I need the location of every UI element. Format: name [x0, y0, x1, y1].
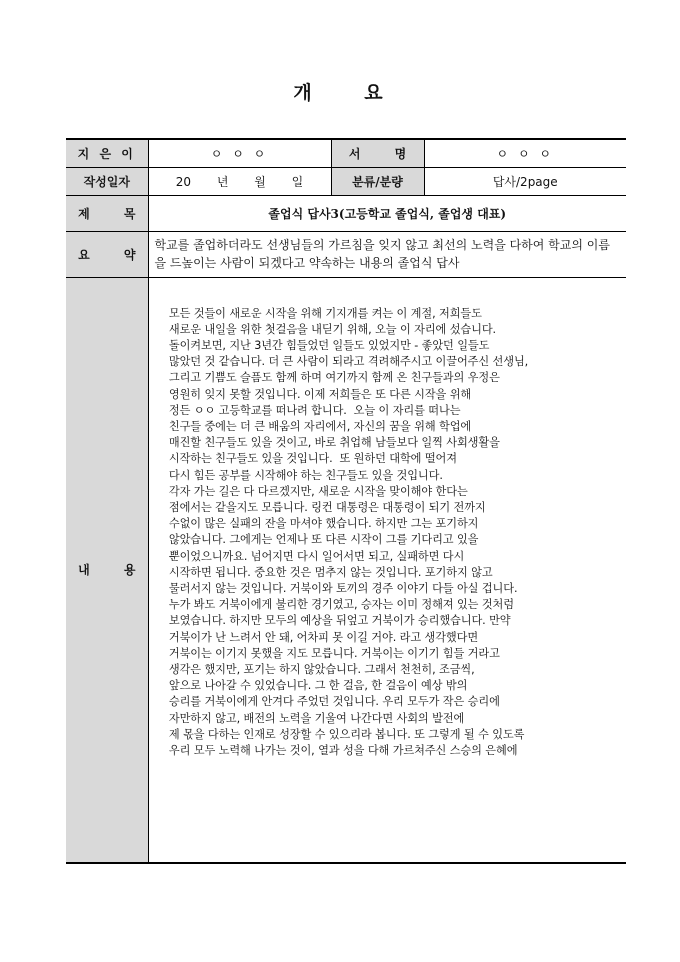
date-value: 20 년 월 일	[148, 167, 331, 195]
summary-value: 학교를 졸업하더라도 선생님들의 가르침을 잊지 않고 최선의 노력을 다하여 학교의 이름을 드높이는 사람이 되겠다고 약속하는 내용의 졸업식 답사	[148, 231, 626, 277]
content-label: 내 용	[66, 277, 148, 863]
page-title: 개 요	[293, 82, 387, 104]
summary-label: 요 약	[66, 231, 148, 277]
date-row	[66, 167, 626, 195]
author-value: ㅇ ㅇ ㅇ	[148, 139, 331, 167]
signature-value: ㅇ ㅇ ㅇ	[424, 139, 626, 167]
subject-row	[66, 195, 626, 231]
subject-value: 졸업식 답사3(고등학교 졸업식, 졸업생 대표)	[148, 195, 626, 231]
author-row	[66, 139, 626, 167]
summary-row	[66, 231, 626, 277]
category-value: 답사/2page	[424, 167, 626, 195]
signature-label: 서 명	[331, 139, 424, 167]
date-label: 작성일자	[66, 167, 148, 195]
content-row	[66, 277, 626, 863]
content-body: 모든 것들이 새로운 시작을 위해 기지개를 켜는 이 계절, 저희들도 새로운 내일을 위한 첫걸음을 내딛기 위해, 오늘 이 자리에 섰습니다. 돌이켜보면, 지난 3년간 힘들었던 일들도 있었지만 - 좋았던 일들도 많았던 것 같습니다. 더 큰 사람이 되라고 격려해주시고 이끌어주신 선생님, 그리고 기쁨도 슬픔도 함께 하며 여기까지 함께 온 친구들과의 우정은 영원히 잊지 못할 것입니다. 이제 저희들은 또 다른 시작을 위해 정든 ㅇㅇ 고등학교를 떠나려 합니다. 오늘 이 자리를 떠나는 친구들 중에는 더 큰 배움의 자리에서, 자신의 꿈을 위해 학업에 매진할 친구들도 있을 것이고, 바로 취업해 남들보다 일찍 사회생활을 시작하는 친구들도 있을 것입니다. 또 원하던 대학에 떨어져 다시 힘든 공부를 시작해야 하는 친구들도 있을 것입니다. 각자 가는 길은 다 다르겠지만, 새로운 시작을 맞이해야 한다는 점에서는 같을지도 모릅니다. 링컨 대통령은 대통령이 되기 전까지 수없이 많은 실패의 잔을 마셔야 했습니다. 하지만 그는 포기하지 않았습니다. 그에게는 언제나 또 다른 시작이 그를 기다리고 있을 뿐이었으니까요. 넘어지면 다시 일어서면 되고, 실패하면 다시 시작하면 됩니다. 중요한 것은 멈추지 않는 것입니다. 포기하지 않고 물러서지 않는 것입니다. 거북이와 토끼의 경주 이야기 다들 아실 겁니다. 누가 봐도 거북이에게 불리한 경기였고, 승자는 이미 정해져 있는 것처럼 보였습니다. 하지만 모두의 예상을 뒤엎고 거북이가 승리했습니다. 만약 거북이가 난 느려서 안 돼, 어차피 못 이길 거야. 라고 생각했다면 거북이는 이기지 못했을 지도 모릅니다. 거북이는 이기기 힘들 거라고 생각은 했지만, 포기는 하지 않았습니다. 그래서 천천히, 조금씩, 앞으로 나아갈 수 있었습니다. 그 한 걸음, 한 걸음이 예상 밖의 승리를 거북이에게 안겨다 주었던 것입니다. 우리 모두가 작은 승리에 자만하지 않고, 배전의 노력을 기울여 나간다면 사회의 발전에 제 몫을 다하는 인재로 성장할 수 있으리라 봅니다. 또 그렇게 될 수 있도록 우리 모두 노력해 나가는 것이, 열과 성을 다해 가르쳐주신 스승의 은혜에	[168, 306, 529, 757]
author-label: 지 은 이	[66, 139, 148, 167]
summary-table	[66, 138, 626, 864]
subject-label: 제 목	[66, 195, 148, 231]
content-cell	[148, 277, 626, 863]
category-label: 분류/분량	[331, 167, 424, 195]
